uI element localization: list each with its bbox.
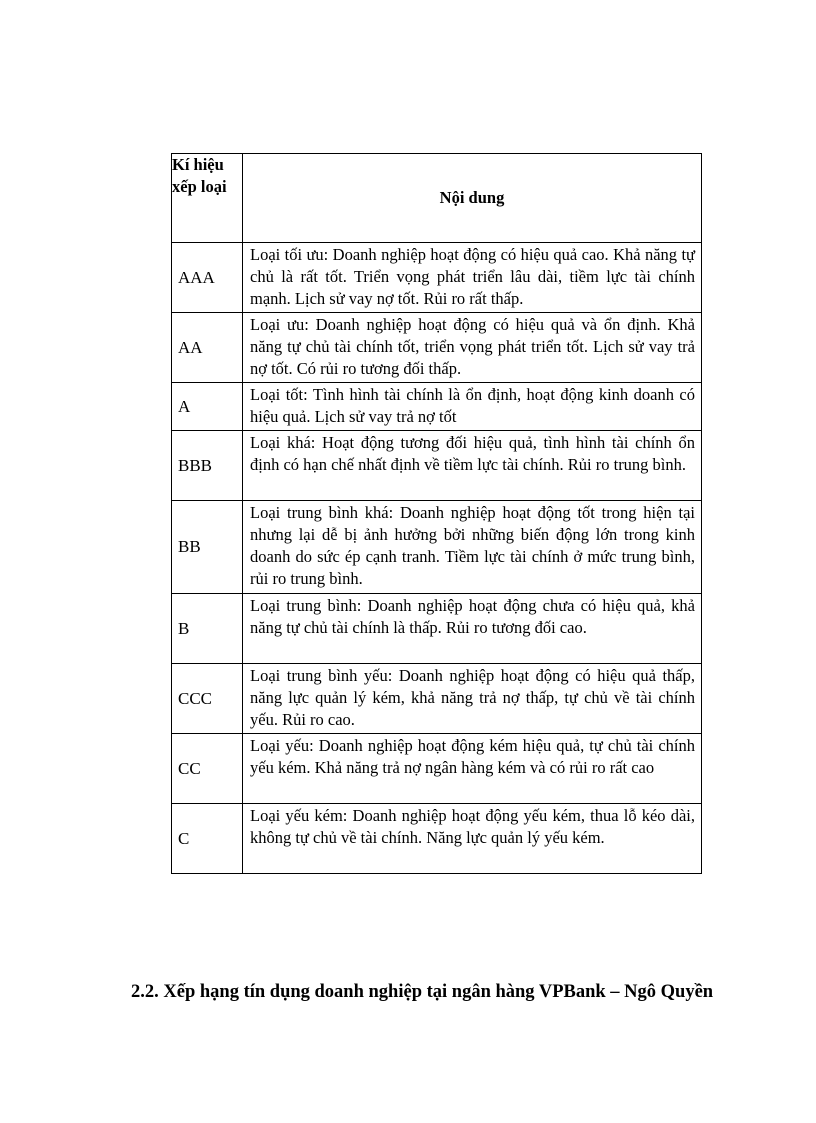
rating-code: BBB <box>172 431 243 501</box>
table-row <box>172 243 702 313</box>
table-header-row <box>172 154 702 243</box>
rating-description: Loại khá: Hoạt động tương đối hiệu quả, tình hình tài chính ổn định có hạn chế nhất định về tiềm lực tài chính. Rủi ro trung bình. <box>243 431 702 501</box>
rating-code: CCC <box>172 664 243 734</box>
header-rating-code: Kí hiệu xếp loại <box>172 154 243 243</box>
rating-code: AAA <box>172 243 243 313</box>
rating-description: Loại trung bình yếu: Doanh nghiệp hoạt động có hiệu quả thấp, năng lực quản lý kém, khả năng trả nợ thấp, tự chủ về tài chính yếu. Rủi ro cao. <box>243 664 702 734</box>
rating-code: C <box>172 804 243 874</box>
table-row <box>172 734 702 804</box>
rating-description: Loại yếu kém: Doanh nghiệp hoạt động yếu kém, thua lỗ kéo dài, không tự chủ về tài chính. Năng lực quản lý yếu kém. <box>243 804 702 874</box>
rating-code: B <box>172 594 243 664</box>
section-heading: 2.2. Xếp hạng tín dụng doanh nghiệp tại ngân hàng VPBank – Ngô Quyền <box>131 982 714 1002</box>
table-row <box>172 431 702 501</box>
header-description: Nội dung <box>243 154 702 243</box>
rating-code: AA <box>172 313 243 383</box>
table-row <box>172 313 702 383</box>
rating-description: Loại tối ưu: Doanh nghiệp hoạt động có hiệu quả cao. Khả năng tự chủ là rất tốt. Triển vọng phát triển lâu dài, tiềm lực tài chính mạnh. Lịch sử vay nợ tốt. Rủi ro rất thấp. <box>243 243 702 313</box>
table-row <box>172 501 702 594</box>
table-body <box>172 243 702 874</box>
rating-description: Loại ưu: Doanh nghiệp hoạt động có hiệu quả và ổn định. Khả năng tự chủ tài chính tốt, triển vọng phát triển tốt. Lịch sử vay trả nợ tốt. Có rủi ro tương đối thấp. <box>243 313 702 383</box>
rating-description: Loại trung bình: Doanh nghiệp hoạt động chưa có hiệu quả, khả năng tự chủ tài chính là thấp. Rủi ro tương đối cao. <box>243 594 702 664</box>
rating-description: Loại yếu: Doanh nghiệp hoạt động kém hiệu quả, tự chủ tài chính yếu kém. Khả năng trả nợ ngân hàng kém và có rủi ro rất cao <box>243 734 702 804</box>
rating-description: Loại trung bình khá: Doanh nghiệp hoạt động tốt trong hiện tại nhưng lại dễ bị ảnh hưởng bởi những biến động lớn trong kinh doanh do sức ép cạnh tranh. Tiềm lực tài chính ở mức trung bình, rủi ro trung bình. <box>243 501 702 594</box>
table-row <box>172 383 702 431</box>
table-row <box>172 804 702 874</box>
table-row <box>172 664 702 734</box>
credit-rating-table <box>171 153 702 874</box>
table-row <box>172 594 702 664</box>
rating-code: CC <box>172 734 243 804</box>
rating-description: Loại tốt: Tình hình tài chính là ổn định, hoạt động kinh doanh có hiệu quả. Lịch sử vay trả nợ tốt <box>243 383 702 431</box>
rating-code: A <box>172 383 243 431</box>
rating-code: BB <box>172 501 243 594</box>
